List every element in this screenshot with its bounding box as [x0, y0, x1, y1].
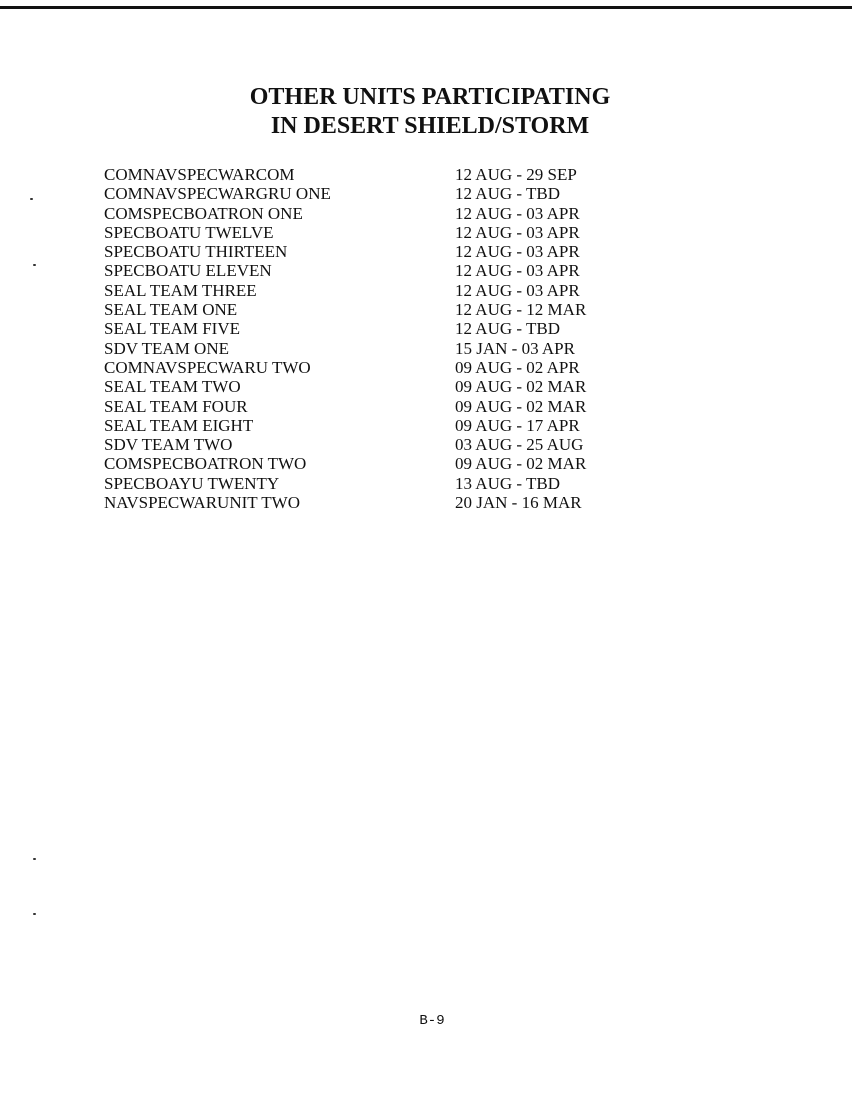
unit-dates: 13 AUG - TBD — [455, 473, 560, 493]
unit-dates: 12 AUG - 03 APR — [455, 222, 580, 242]
page-number: B-9 — [419, 1013, 445, 1029]
unit-name: SEAL TEAM FOUR — [104, 396, 248, 416]
unit-name: SPECBOATU THIRTEEN — [104, 242, 288, 262]
unit-name: NAVSPECWARUNIT TWO — [104, 493, 300, 513]
scan-speck — [33, 913, 36, 915]
table-row — [104, 319, 615, 338]
top-rule — [0, 6, 852, 9]
unit-name: COMNAVSPECWARU TWO — [104, 357, 311, 377]
unit-dates: 09 AUG - 02 MAR — [455, 377, 587, 397]
table-row — [104, 454, 615, 473]
table-row — [104, 397, 615, 416]
table-row — [104, 435, 615, 454]
unit-dates: 12 AUG - 29 SEP — [455, 165, 577, 184]
table-row — [104, 474, 615, 493]
unit-name: SEAL TEAM THREE — [104, 280, 257, 300]
unit-dates: 15 JAN - 03 APR — [455, 338, 575, 358]
unit-dates: 12 AUG - 03 APR — [455, 280, 580, 300]
unit-dates: 09 AUG - 02 MAR — [455, 396, 587, 416]
unit-name: SPECBOATU ELEVEN — [104, 261, 272, 281]
page-title-line-2: IN DESERT SHIELD/STORM — [270, 113, 590, 139]
table-row — [104, 204, 615, 223]
page-title-line-1: OTHER UNITS PARTICIPATING — [249, 84, 611, 110]
unit-name: SEAL TEAM FIVE — [104, 319, 240, 339]
table-row — [104, 165, 615, 184]
unit-name: SDV TEAM TWO — [104, 435, 233, 455]
unit-name: SPECBOAYU TWENTY — [104, 473, 280, 493]
unit-dates: 12 AUG - TBD — [455, 319, 560, 339]
unit-dates: 03 AUG - 25 AUG — [455, 435, 584, 455]
table-row — [104, 242, 615, 261]
unit-dates: 12 AUG - 03 APR — [455, 203, 580, 223]
table-row — [104, 281, 615, 300]
scan-speck — [33, 264, 36, 266]
unit-name: SEAL TEAM TWO — [104, 377, 241, 397]
unit-dates: 09 AUG - 17 APR — [455, 415, 580, 435]
unit-name: COMSPECBOATRON TWO — [104, 454, 307, 474]
unit-dates: 12 AUG - 03 APR — [455, 261, 580, 281]
units-table — [104, 165, 615, 512]
table-row — [104, 339, 615, 358]
unit-dates: 09 AUG - 02 MAR — [455, 454, 587, 474]
table-row — [104, 223, 615, 242]
scan-speck — [30, 198, 33, 200]
unit-name: SDV TEAM ONE — [104, 338, 229, 358]
unit-dates: 09 AUG - 02 APR — [455, 357, 580, 377]
table-row — [104, 358, 615, 377]
table-row — [104, 261, 615, 280]
unit-dates: 20 JAN - 16 MAR — [455, 493, 582, 513]
unit-dates: 12 AUG - TBD — [455, 184, 560, 204]
unit-dates: 12 AUG - 03 APR — [455, 242, 580, 262]
unit-name: SEAL TEAM EIGHT — [104, 415, 254, 435]
scan-speck — [33, 858, 36, 860]
table-row — [104, 377, 615, 396]
table-row — [104, 416, 615, 435]
unit-name: COMNAVSPECWARCOM — [104, 165, 295, 184]
unit-name: SPECBOATU TWELVE — [104, 222, 274, 242]
unit-name: COMSPECBOATRON ONE — [104, 203, 303, 223]
unit-name: COMNAVSPECWARGRU ONE — [104, 184, 331, 204]
table-row — [104, 184, 615, 203]
unit-dates: 12 AUG - 12 MAR — [455, 300, 587, 320]
table-row — [104, 493, 615, 512]
unit-name: SEAL TEAM ONE — [104, 300, 238, 320]
table-row — [104, 300, 615, 319]
